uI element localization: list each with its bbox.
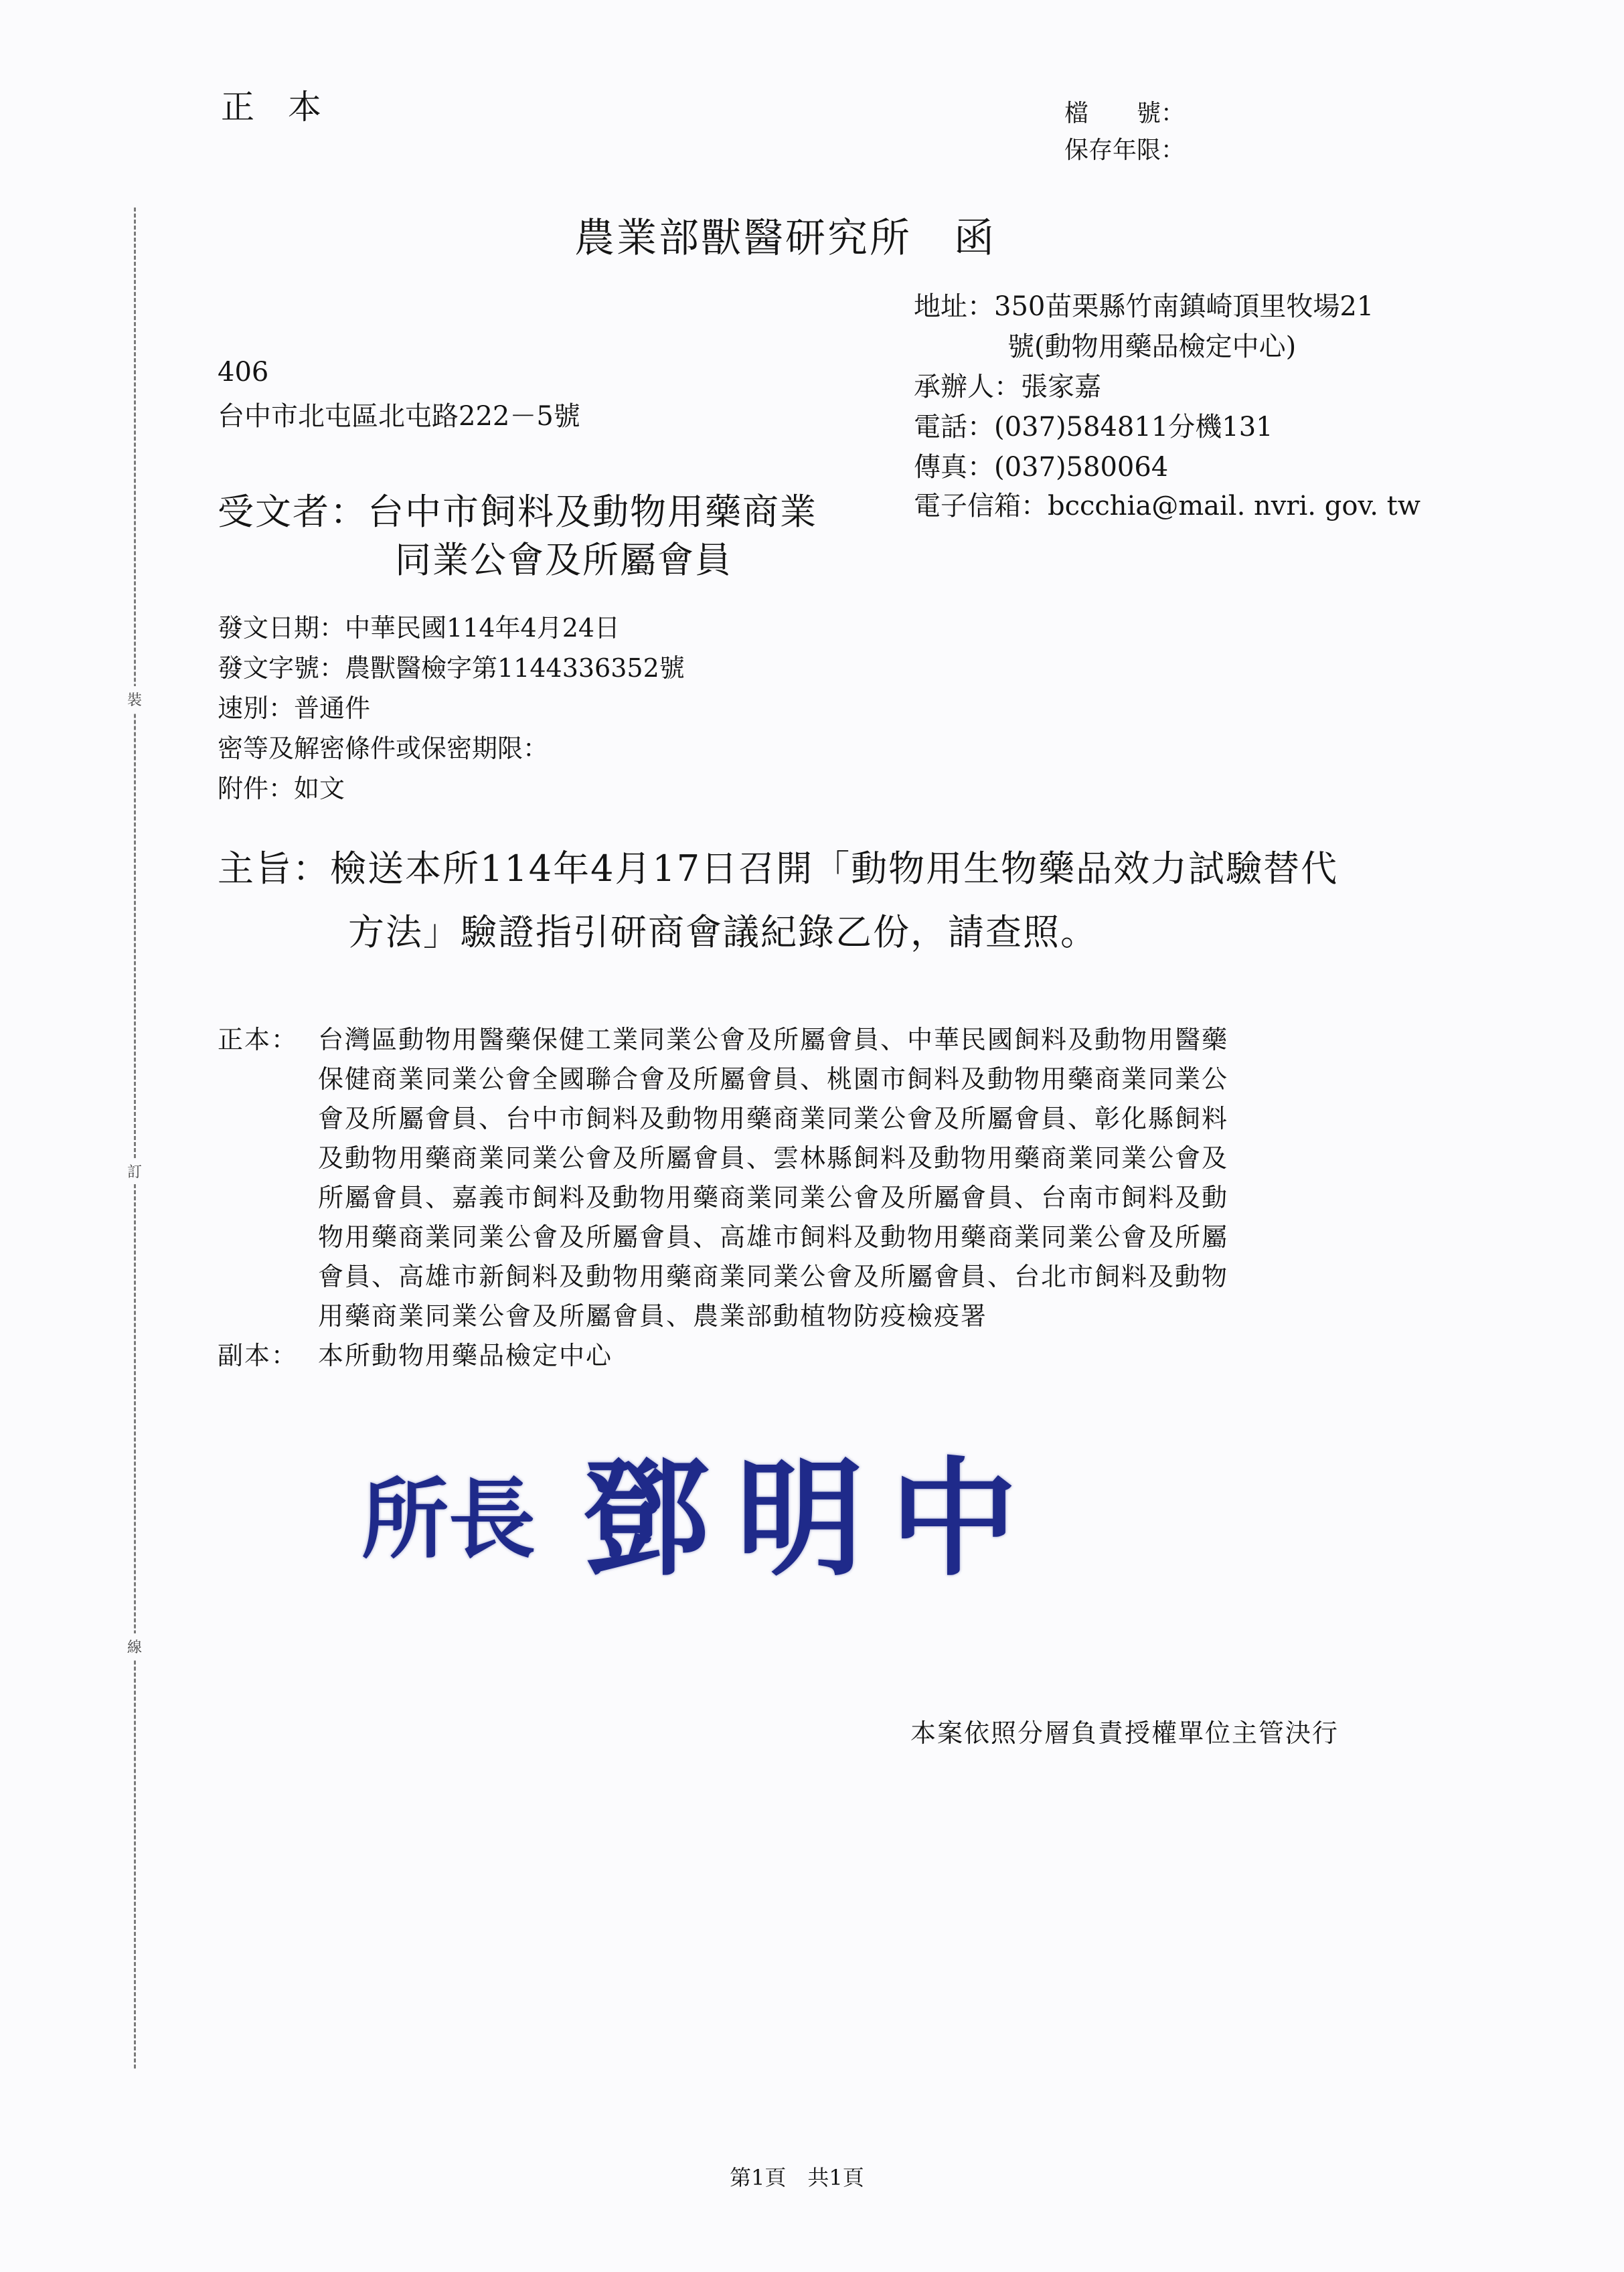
original-recipients-line: 物用藥商業同業公會及所屬會員、高雄市飼料及動物用藥商業同業公會及所屬 xyxy=(318,1222,1229,1252)
binding-mark-xian: 線 xyxy=(127,1633,142,1659)
sender-address-line2: 號(動物用藥品檢定中心) xyxy=(1007,331,1297,362)
signature-name: 鄧明中 xyxy=(582,1445,1045,1593)
original-recipients-line: 會員、高雄市新飼料及動物用藥商業同業公會及所屬會員、台北市飼料及動物 xyxy=(318,1262,1229,1291)
binding-mark-ding: 訂 xyxy=(127,1158,142,1184)
original-recipients-line: 用藥商業同業公會及所屬會員、農業部動植物防疫檢疫署 xyxy=(318,1301,988,1331)
classification: 密等及解密條件或保密期限： xyxy=(218,734,549,763)
attachment: 附件：如文 xyxy=(218,774,345,803)
copy-type-label: 正 本 xyxy=(221,88,321,127)
subject-line2: 方法」驗證指引研商會議紀錄乙份，請查照。 xyxy=(348,911,1098,953)
recipient-street-address: 台中市北屯區北屯路222－5號 xyxy=(218,401,580,432)
subject-line1: 主旨：檢送本所114年4月17日召開「動物用生物藥品效力試驗替代 xyxy=(218,847,1339,890)
retention-period-label: 保存年限： xyxy=(1064,137,1186,164)
sender-address-line1: 地址：350苗栗縣竹南鎮崎頂里牧場21 xyxy=(914,291,1374,322)
copy-recipients-label: 副本： xyxy=(218,1341,299,1370)
original-recipients-line: 所屬會員、嘉義市飼料及動物用藥商業同業公會及所屬會員、台南市飼料及動 xyxy=(318,1183,1229,1212)
binding-dashed-line xyxy=(134,208,136,2068)
authorization-note: 本案依照分層負責授權單位主管決行 xyxy=(910,1718,1339,1748)
binding-mark-zhuang: 裝 xyxy=(127,686,142,712)
delivery-speed: 速別：普通件 xyxy=(218,694,371,723)
recipient-line2: 同業公會及所屬會員 xyxy=(395,539,732,581)
document-number: 發文字號：農獸醫檢字第1144336352號 xyxy=(218,653,685,683)
contact-fax: 傳真：(037)580064 xyxy=(914,452,1169,483)
issue-date: 發文日期：中華民國114年4月24日 xyxy=(218,613,621,643)
copy-recipients: 本所動物用藥品檢定中心 xyxy=(318,1341,613,1370)
contact-person: 承辦人：張家嘉 xyxy=(914,372,1101,402)
original-recipients-label: 正本： xyxy=(218,1025,299,1054)
recipient-line1: 受文者：台中市飼料及動物用藥商業 xyxy=(218,491,817,533)
contact-email: 電子信箱：bccchia@mail. nvri. gov. tw xyxy=(914,491,1420,521)
original-recipients-line: 及動物用藥商業同業公會及所屬會員、雲林縣飼料及動物用藥商業同業公會及 xyxy=(318,1143,1229,1173)
postal-code: 406 xyxy=(218,357,269,388)
contact-phone: 電話：(037)584811分機131 xyxy=(914,412,1273,442)
page-number: 第1頁 共1頁 xyxy=(730,2165,864,2190)
original-recipients-line: 會及所屬會員、台中市飼料及動物用藥商業同業公會及所屬會員、彰化縣飼料 xyxy=(318,1104,1229,1133)
original-recipients-line: 保健商業同業公會全國聯合會及所屬會員、桃園市飼料及動物用藥商業同業公 xyxy=(318,1064,1229,1094)
document-title: 農業部獸醫研究所 函 xyxy=(574,215,996,262)
file-number-label: 檔 號： xyxy=(1064,100,1186,127)
signature-title: 所長 xyxy=(361,1469,536,1570)
original-recipients-line: 台灣區動物用醫藥保健工業同業公會及所屬會員、中華民國飼料及動物用醫藥 xyxy=(318,1025,1229,1054)
